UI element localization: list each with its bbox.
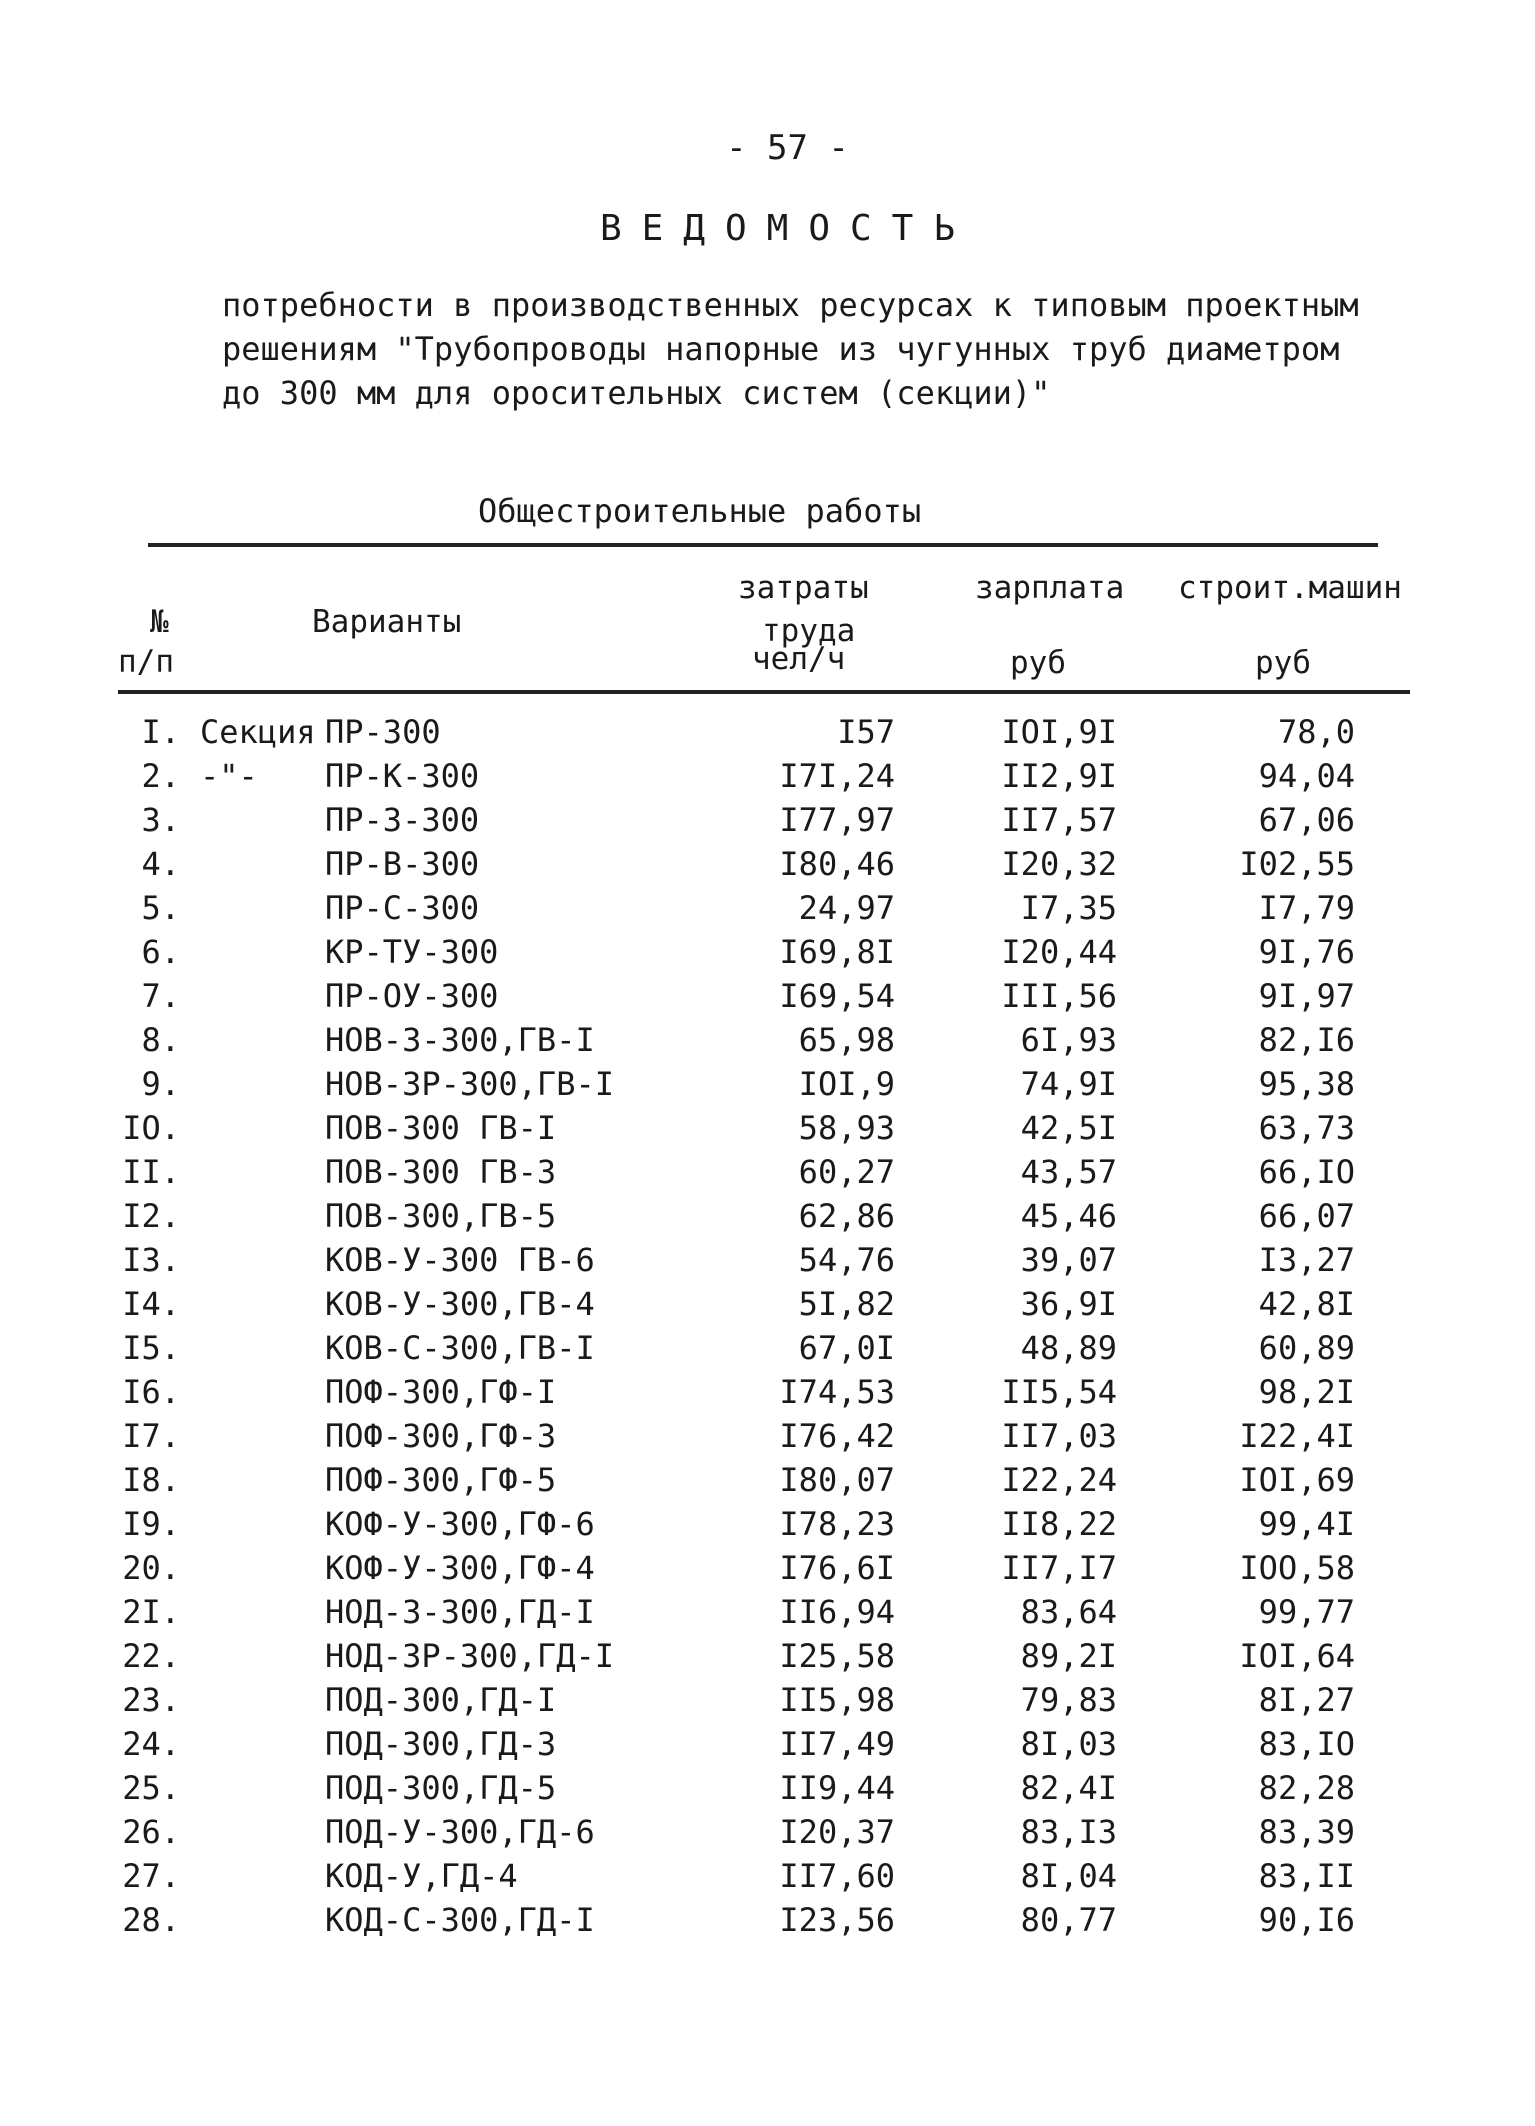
row-machines-cost: 82,I6 <box>1258 1021 1355 1059</box>
row-wages: II8,22 <box>1001 1505 1117 1543</box>
row-wages: I22,24 <box>1001 1461 1117 1499</box>
row-wages: 39,07 <box>1020 1241 1117 1279</box>
header-top-rule <box>148 543 1378 547</box>
table-row <box>0 801 1535 845</box>
row-machines-cost: 83,IO <box>1258 1725 1355 1763</box>
row-labor-cost: I20,37 <box>779 1813 895 1851</box>
row-machines-cost: 66,07 <box>1258 1197 1355 1235</box>
row-variant: КОВ-У-300 ГВ-6 <box>325 1241 595 1279</box>
row-wages: III,56 <box>1001 977 1117 1015</box>
row-variant: НОВ-ЗР-300,ГВ-I <box>325 1065 614 1103</box>
header-number-symbol: № <box>150 604 169 640</box>
header-labor-line-1: затраты <box>738 570 869 606</box>
row-number: 5. <box>141 889 180 927</box>
row-wages: 83,64 <box>1020 1593 1117 1631</box>
row-variant: КОФ-У-300,ГФ-6 <box>325 1505 595 1543</box>
table-row <box>0 1065 1535 1109</box>
row-labor-cost: I80,07 <box>779 1461 895 1499</box>
row-number: 27. <box>122 1857 180 1895</box>
table-body <box>0 713 1535 1945</box>
table-row <box>0 1109 1535 1153</box>
row-wages: 36,9I <box>1020 1285 1117 1323</box>
table-row <box>0 713 1535 757</box>
table-row <box>0 933 1535 977</box>
row-wages: I7,35 <box>1020 889 1117 927</box>
subtitle-line-1: потребности в производственных ресурсах к типовым проектным <box>222 286 1359 324</box>
table-row <box>0 1241 1535 1285</box>
row-machines-cost: 9I,76 <box>1258 933 1355 971</box>
row-machines-cost: 95,38 <box>1258 1065 1355 1103</box>
row-variant: ПОВ-300,ГВ-5 <box>325 1197 557 1235</box>
row-machines-cost: 99,77 <box>1258 1593 1355 1631</box>
header-variants: Варианты <box>312 604 462 640</box>
row-number: I2. <box>122 1197 180 1235</box>
row-labor-cost: I7I,24 <box>779 757 895 795</box>
row-wages: 45,46 <box>1020 1197 1117 1235</box>
page-number: - 57 - <box>726 128 849 168</box>
row-labor-cost: I76,42 <box>779 1417 895 1455</box>
table-row <box>0 1505 1535 1549</box>
header-machines-unit: руб <box>1255 645 1311 681</box>
row-labor-cost: IOI,9 <box>798 1065 895 1103</box>
row-variant: ПР-300 <box>325 713 441 751</box>
header-wages: зарплата <box>975 570 1125 606</box>
row-machines-cost: 83,39 <box>1258 1813 1355 1851</box>
row-labor-cost: 24,97 <box>798 889 895 927</box>
row-machines-cost: 78,0 <box>1277 713 1355 751</box>
row-wages: 80,77 <box>1020 1901 1117 1939</box>
row-variant: КОВ-С-300,ГВ-I <box>325 1329 595 1367</box>
row-variant: КОД-С-300,ГД-I <box>325 1901 595 1939</box>
header-number-label: п/п <box>118 644 174 680</box>
row-wages: 6I,93 <box>1020 1021 1117 1059</box>
row-variant: ПОФ-300,ГФ-5 <box>325 1461 557 1499</box>
document-title: ВЕДОМОСТЬ <box>599 208 976 249</box>
row-labor-cost: 54,76 <box>798 1241 895 1279</box>
row-number: 9. <box>141 1065 180 1103</box>
row-labor-cost: 65,98 <box>798 1021 895 1059</box>
table-row <box>0 1637 1535 1681</box>
table-row <box>0 1725 1535 1769</box>
row-labor-cost: 67,0I <box>798 1329 895 1367</box>
table-row <box>0 1329 1535 1373</box>
row-machines-cost: I7,79 <box>1258 889 1355 927</box>
row-wages: I20,32 <box>1001 845 1117 883</box>
table-row <box>0 1197 1535 1241</box>
row-wages: 8I,04 <box>1020 1857 1117 1895</box>
row-wages: II7,I7 <box>1001 1549 1117 1587</box>
row-variant: НОВ-З-300,ГВ-I <box>325 1021 595 1059</box>
table-row <box>0 889 1535 933</box>
row-number: I5. <box>122 1329 180 1367</box>
row-labor-cost: I74,53 <box>779 1373 895 1411</box>
table-row <box>0 1285 1535 1329</box>
row-number: I4. <box>122 1285 180 1323</box>
table-row <box>0 1021 1535 1065</box>
header-wages-unit: руб <box>1010 645 1066 681</box>
row-variant: ПР-В-300 <box>325 845 480 883</box>
row-number: 26. <box>122 1813 180 1851</box>
row-machines-cost: 42,8I <box>1258 1285 1355 1323</box>
row-machines-cost: 82,28 <box>1258 1769 1355 1807</box>
row-machines-cost: IOO,58 <box>1239 1549 1355 1587</box>
row-wages: I20,44 <box>1001 933 1117 971</box>
row-wages: 82,4I <box>1020 1769 1117 1807</box>
row-labor-cost: II7,60 <box>779 1857 895 1895</box>
row-machines-cost: 67,06 <box>1258 801 1355 839</box>
subtitle-line-3: до 300 мм для оросительных систем (секции)" <box>222 374 1051 412</box>
table-row <box>0 1769 1535 1813</box>
row-variant: ПР-С-300 <box>325 889 480 927</box>
row-labor-cost: I57 <box>837 713 895 751</box>
row-wages: 74,9I <box>1020 1065 1117 1103</box>
table-row <box>0 1681 1535 1725</box>
row-machines-cost: 98,2I <box>1258 1373 1355 1411</box>
row-labor-cost: 5I,82 <box>798 1285 895 1323</box>
row-machines-cost: 83,II <box>1258 1857 1355 1895</box>
row-wages: 83,I3 <box>1020 1813 1117 1851</box>
row-number: 24. <box>122 1725 180 1763</box>
row-variant: ПОФ-300,ГФ-3 <box>325 1417 557 1455</box>
row-number: I3. <box>122 1241 180 1279</box>
row-number: 20. <box>122 1549 180 1587</box>
row-machines-cost: 9I,97 <box>1258 977 1355 1015</box>
row-variant: КОД-У,ГД-4 <box>325 1857 518 1895</box>
row-labor-cost: I77,97 <box>779 801 895 839</box>
header-machines: строит.машин <box>1178 570 1402 606</box>
subtitle-line-2: решениям "Трубопроводы напорные из чугунных труб диаметром <box>222 330 1340 368</box>
row-labor-cost: I25,58 <box>779 1637 895 1675</box>
row-number: 4. <box>141 845 180 883</box>
row-wages: 43,57 <box>1020 1153 1117 1191</box>
row-number: 3. <box>141 801 180 839</box>
row-number: 22. <box>122 1637 180 1675</box>
row-number: 2I. <box>122 1593 180 1631</box>
row-labor-cost: I69,8I <box>779 933 895 971</box>
row-labor-cost: 62,86 <box>798 1197 895 1235</box>
row-labor-cost: I76,6I <box>779 1549 895 1587</box>
row-labor-cost: I80,46 <box>779 845 895 883</box>
row-labor-cost: II5,98 <box>779 1681 895 1719</box>
row-number: IO. <box>122 1109 180 1147</box>
row-machines-cost: 99,4I <box>1258 1505 1355 1543</box>
row-number: I9. <box>122 1505 180 1543</box>
row-labor-cost: I78,23 <box>779 1505 895 1543</box>
row-number: I8. <box>122 1461 180 1499</box>
table-row <box>0 1857 1535 1901</box>
row-number: 7. <box>141 977 180 1015</box>
table-row <box>0 1813 1535 1857</box>
row-labor-cost: I69,54 <box>779 977 895 1015</box>
row-variant: ПОД-300,ГД-3 <box>325 1725 557 1763</box>
table-row <box>0 1593 1535 1637</box>
row-section: -"- <box>200 757 258 795</box>
table-row <box>0 1461 1535 1505</box>
row-number: I. <box>141 713 180 751</box>
row-labor-cost: 58,93 <box>798 1109 895 1147</box>
row-number: 28. <box>122 1901 180 1939</box>
row-machines-cost: IOI,64 <box>1239 1637 1355 1675</box>
row-number: 8. <box>141 1021 180 1059</box>
row-wages: IOI,9I <box>1001 713 1117 751</box>
row-labor-cost: II7,49 <box>779 1725 895 1763</box>
row-wages: II7,57 <box>1001 801 1117 839</box>
table-row <box>0 977 1535 1021</box>
row-variant: ПР-ОУ-300 <box>325 977 499 1015</box>
row-wages: 48,89 <box>1020 1329 1117 1367</box>
row-machines-cost: IOI,69 <box>1239 1461 1355 1499</box>
row-wages: II7,03 <box>1001 1417 1117 1455</box>
row-machines-cost: I22,4I <box>1239 1417 1355 1455</box>
row-wages: II5,54 <box>1001 1373 1117 1411</box>
table-row <box>0 1373 1535 1417</box>
row-variant: ПОД-300,ГД-I <box>325 1681 557 1719</box>
table-row <box>0 845 1535 889</box>
row-number: 6. <box>141 933 180 971</box>
header-labor-unit: чел/ч <box>752 641 846 677</box>
row-wages: 89,2I <box>1020 1637 1117 1675</box>
section-title: Общестроительные работы <box>478 492 922 530</box>
row-variant: ПР-З-300 <box>325 801 480 839</box>
row-number: I6. <box>122 1373 180 1411</box>
row-variant: ПОВ-300 ГВ-I <box>325 1109 557 1147</box>
table-row <box>0 1901 1535 1945</box>
row-number: 2. <box>141 757 180 795</box>
table-row <box>0 1417 1535 1461</box>
table-row <box>0 1153 1535 1197</box>
row-labor-cost: II6,94 <box>779 1593 895 1631</box>
row-variant: ПОФ-300,ГФ-I <box>325 1373 557 1411</box>
row-machines-cost: I3,27 <box>1258 1241 1355 1279</box>
row-machines-cost: I02,55 <box>1239 845 1355 883</box>
row-variant: КОФ-У-300,ГФ-4 <box>325 1549 595 1587</box>
row-machines-cost: 8I,27 <box>1258 1681 1355 1719</box>
row-variant: ПОД-У-300,ГД-6 <box>325 1813 595 1851</box>
row-variant: НОД-З-300,ГД-I <box>325 1593 595 1631</box>
row-machines-cost: 60,89 <box>1258 1329 1355 1367</box>
row-wages: 42,5I <box>1020 1109 1117 1147</box>
row-machines-cost: 94,04 <box>1258 757 1355 795</box>
row-wages: 79,83 <box>1020 1681 1117 1719</box>
row-labor-cost: II9,44 <box>779 1769 895 1807</box>
row-number: I7. <box>122 1417 180 1455</box>
row-wages: 8I,03 <box>1020 1725 1117 1763</box>
header-labor-line-2: труда <box>762 613 856 649</box>
row-variant: ПОВ-300 ГВ-3 <box>325 1153 557 1191</box>
row-machines-cost: 90,I6 <box>1258 1901 1355 1939</box>
row-variant: НОД-ЗР-300,ГД-I <box>325 1637 614 1675</box>
row-labor-cost: I23,56 <box>779 1901 895 1939</box>
row-wages: II2,9I <box>1001 757 1117 795</box>
header-bottom-rule <box>118 690 1410 694</box>
row-labor-cost: 60,27 <box>798 1153 895 1191</box>
row-number: 23. <box>122 1681 180 1719</box>
row-variant: ПР-К-300 <box>325 757 480 795</box>
row-variant: КОВ-У-300,ГВ-4 <box>325 1285 595 1323</box>
row-machines-cost: 63,73 <box>1258 1109 1355 1147</box>
row-machines-cost: 66,IO <box>1258 1153 1355 1191</box>
row-number: 25. <box>122 1769 180 1807</box>
table-row <box>0 757 1535 801</box>
row-number: II. <box>122 1153 180 1191</box>
table-row <box>0 1549 1535 1593</box>
row-section: Секция <box>200 713 316 751</box>
row-variant: ПОД-300,ГД-5 <box>325 1769 557 1807</box>
row-variant: КР-ТУ-300 <box>325 933 499 971</box>
